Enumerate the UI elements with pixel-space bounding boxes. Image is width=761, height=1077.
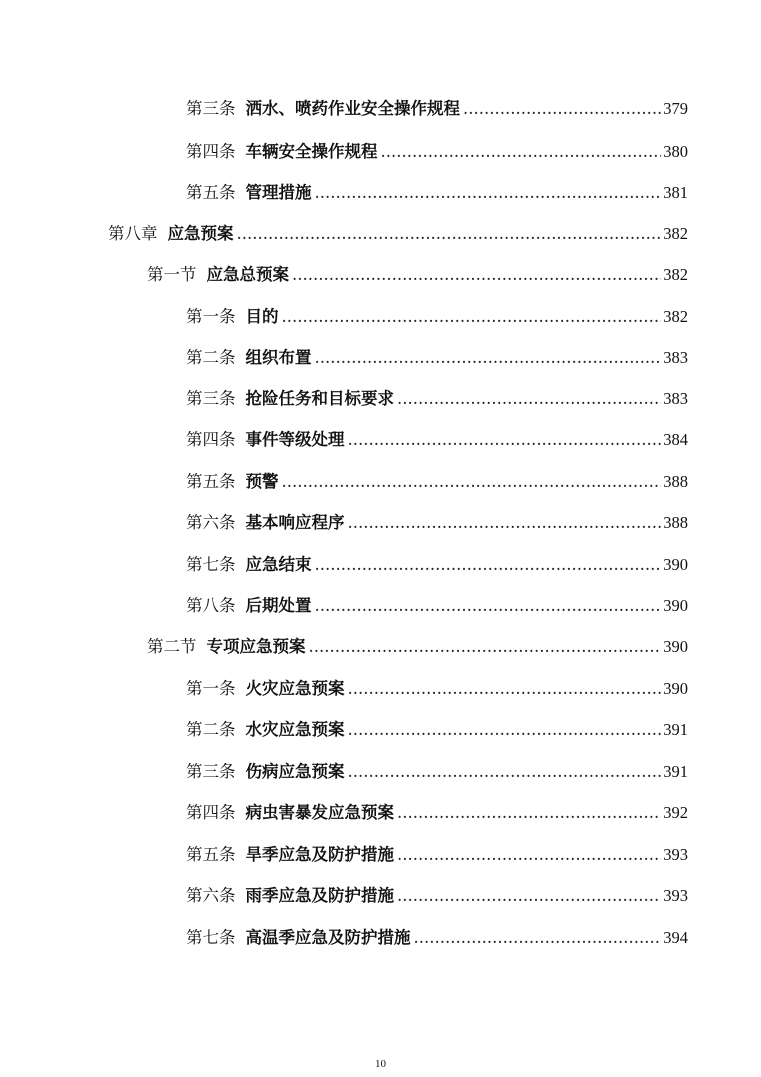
toc-leader-dots — [309, 634, 662, 660]
toc-entry-section[interactable] — [147, 634, 688, 660]
toc-entry-number: 第八条 — [186, 596, 236, 615]
toc-entry-number: 第七条 — [186, 555, 236, 574]
toc-entry-page: 384 — [663, 430, 688, 449]
toc-entry[interactable] — [186, 469, 688, 495]
toc-entry[interactable] — [186, 427, 688, 453]
toc-entry[interactable] — [186, 593, 688, 619]
toc-entry-number: 第一条 — [186, 307, 236, 326]
toc-leader-dots — [397, 842, 661, 868]
toc-entry-page: 390 — [663, 637, 688, 656]
toc-entry-title: 高温季应急及防护措施 — [245, 928, 411, 947]
toc-leader-dots — [315, 593, 662, 619]
toc-entry-title: 车辆安全操作规程 — [245, 142, 378, 161]
toc-entry-page: 388 — [663, 513, 688, 532]
toc-leader-dots — [315, 180, 662, 206]
toc-entry-number: 第六条 — [186, 513, 236, 532]
toc-leader-dots — [414, 925, 662, 951]
toc-entry-title: 应急总预案 — [206, 265, 289, 284]
toc-entry-page: 391 — [663, 762, 688, 781]
toc-entry-title: 预警 — [245, 472, 279, 491]
toc-entry-number: 第四条 — [186, 142, 236, 161]
toc-entry-section[interactable] — [147, 262, 688, 288]
toc-leader-dots — [282, 469, 662, 495]
toc-leader-dots — [397, 883, 661, 909]
toc-entry-number: 第二条 — [186, 348, 236, 367]
toc-entry-title: 伤病应急预案 — [245, 762, 345, 781]
toc-entry-page: 382 — [663, 307, 688, 326]
toc-entry[interactable] — [186, 345, 688, 371]
toc-entry[interactable] — [186, 139, 688, 165]
toc-entry-title: 病虫害暴发应急预案 — [245, 803, 394, 822]
toc-entry-page: 393 — [663, 886, 688, 905]
toc-entry-page: 380 — [663, 142, 688, 161]
toc-entry-number: 第五条 — [186, 472, 236, 491]
toc-entry-page: 390 — [663, 596, 688, 615]
toc-leader-dots — [315, 345, 662, 371]
toc-entry-number: 第三条 — [186, 762, 236, 781]
toc-entry-number: 第四条 — [186, 430, 236, 449]
toc-leader-dots — [348, 717, 662, 743]
toc-entry[interactable] — [186, 304, 688, 330]
toc-entry-page: 382 — [663, 224, 688, 243]
toc-entry-number: 第六条 — [186, 886, 236, 905]
toc-entry-page: 390 — [663, 679, 688, 698]
toc-entry[interactable] — [186, 717, 688, 743]
toc-entry-title: 基本响应程序 — [245, 513, 345, 532]
toc-entry-page: 391 — [663, 720, 688, 739]
toc-leader-dots — [397, 386, 661, 412]
toc-entry-page: 393 — [663, 845, 688, 864]
toc-entry-number: 第二条 — [186, 720, 236, 739]
toc-entry-number: 第三条 — [186, 389, 236, 408]
toc-entry-title: 雨季应急及防护措施 — [245, 886, 394, 905]
toc-entry-title: 目的 — [245, 307, 279, 326]
toc-leader-dots — [315, 552, 662, 578]
toc-entry[interactable] — [186, 883, 688, 909]
toc-leader-dots — [348, 759, 662, 785]
toc-entry-number: 第一节 — [147, 265, 197, 284]
toc-leader-dots — [348, 676, 662, 702]
toc-entry[interactable] — [186, 96, 688, 122]
toc-entry-title: 水灾应急预案 — [245, 720, 345, 739]
toc-entry-page: 382 — [663, 265, 688, 284]
toc-entry-page: 383 — [663, 348, 688, 367]
toc-entry[interactable] — [186, 386, 688, 412]
toc-leader-dots — [463, 96, 661, 122]
toc-entry-title: 事件等级处理 — [245, 430, 345, 449]
toc-entry[interactable] — [186, 180, 688, 206]
toc-entry-number: 第三条 — [186, 99, 236, 118]
toc-entry-title: 专项应急预案 — [206, 637, 306, 656]
toc-entry-page: 394 — [663, 928, 688, 947]
toc-entry-title: 管理措施 — [245, 183, 312, 202]
toc-entry-title: 旱季应急及防护措施 — [245, 845, 394, 864]
toc-entry-number: 第八章 — [108, 224, 158, 243]
toc-entry-title: 应急结束 — [245, 555, 312, 574]
toc-entry-title: 应急预案 — [167, 224, 234, 243]
toc-entry-page: 379 — [663, 99, 688, 118]
toc-entry-number: 第五条 — [186, 183, 236, 202]
toc-entry-number: 第四条 — [186, 803, 236, 822]
toc-entry[interactable] — [186, 510, 688, 536]
toc-leader-dots — [348, 427, 662, 453]
toc-entry-number: 第七条 — [186, 928, 236, 947]
toc-entry[interactable] — [186, 842, 688, 868]
toc-entry[interactable] — [186, 800, 688, 826]
toc-entry-page: 392 — [663, 803, 688, 822]
toc-entry[interactable] — [186, 676, 688, 702]
toc-entry-number: 第五条 — [186, 845, 236, 864]
toc-leader-dots — [282, 304, 662, 330]
page-number: 10 — [375, 1058, 386, 1070]
toc-entry-page: 381 — [663, 183, 688, 202]
toc-leader-dots — [292, 262, 661, 288]
toc-leader-dots — [381, 139, 662, 165]
toc-entry-page: 390 — [663, 555, 688, 574]
toc-leader-dots — [348, 510, 662, 536]
toc-entry-number: 第一条 — [186, 679, 236, 698]
toc-entry[interactable] — [186, 925, 688, 951]
toc-entry-page: 383 — [663, 389, 688, 408]
toc-entry-title: 洒水、喷药作业安全操作规程 — [245, 99, 460, 118]
toc-leader-dots — [397, 800, 661, 826]
toc-entry-title: 火灾应急预案 — [245, 679, 345, 698]
toc-entry-chapter[interactable] — [108, 221, 688, 247]
toc-entry-page: 388 — [663, 472, 688, 491]
toc-entry-number: 第二节 — [147, 637, 197, 656]
toc-leader-dots — [237, 221, 662, 247]
toc-entry[interactable] — [186, 552, 688, 578]
toc-entry-title: 组织布置 — [245, 348, 312, 367]
toc-entry-title: 后期处置 — [245, 596, 312, 615]
toc-entry-title: 抢险任务和目标要求 — [245, 389, 394, 408]
toc-entry[interactable] — [186, 759, 688, 785]
